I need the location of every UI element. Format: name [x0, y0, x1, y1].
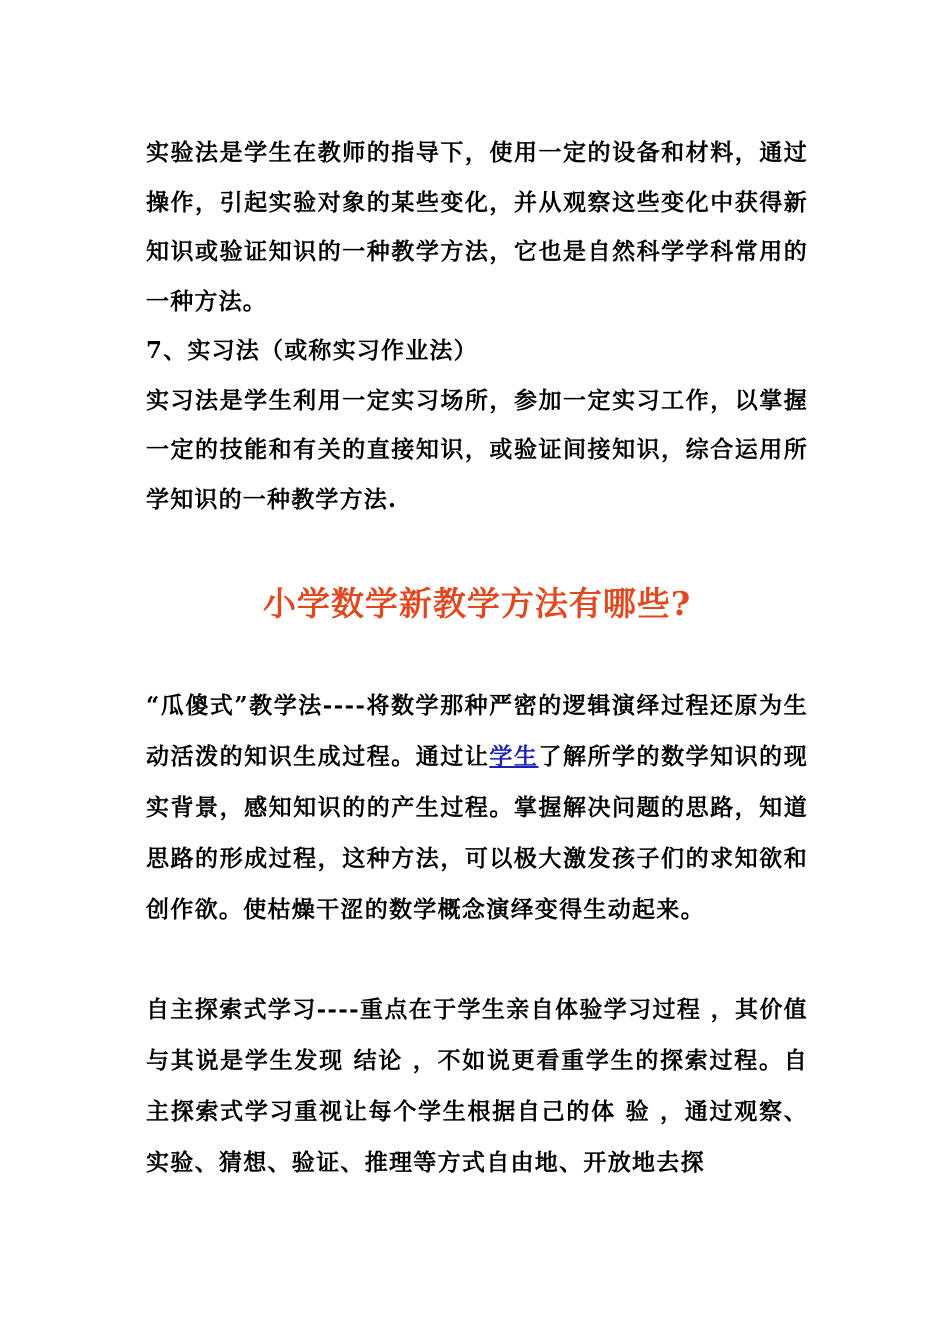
paragraph-self-exploration: 自主探索式学习----重点在于学生亲自体验学习过程 ，其价值与其说是学生发现 结论 ，不如说更看重学生的探索过程。自主探索式学习重视让每个学生根据自己的体 验 ，通过观察、实验、猜想、验证、推理等方式自由地、开放地去探 — [146, 996, 808, 1176]
section-title: 小学数学新教学方法有哪些? — [262, 584, 692, 623]
item-7-heading: 7、实习法（或称实习作业法） — [146, 337, 478, 364]
paragraph-spacer — [146, 935, 808, 984]
paragraph-experiment-method: 实验法是学生在教师的指导下，使用一定的设备和材料，通过操作，引起实验对象的某些变化，并从观察这些变化中获得新知识或验证知识的一种教学方法，它也是自然科学学科常用的一种方法。 — [146, 139, 808, 315]
paragraph-guasha-method — [146, 680, 808, 935]
paragraph-text-after-link: 了解所学的数学知识的现实背景，感知知识的的产生过程。掌握解决问题的思路，知道思路的形成过程，这种方法，可以极大激发孩子们的求知欲和创作欲。使枯燥干涩的数学概念演绎变得生动起来。 — [146, 743, 808, 923]
student-link[interactable]: 学生 — [489, 743, 539, 770]
document-page — [146, 128, 808, 1188]
paragraph-practice-method: 实习法是学生利用一定实习场所，参加一定实习工作，以掌握一定的技能和有关的直接知识，或验证间接知识，综合运用所学知识的一种教学方法. — [146, 386, 808, 513]
paragraph-text-before-link: “瓜傻式”教学法----将数学那种严密的逻辑演绎过程还原为生动活泼的知识生成过程。通过让 — [146, 692, 808, 770]
